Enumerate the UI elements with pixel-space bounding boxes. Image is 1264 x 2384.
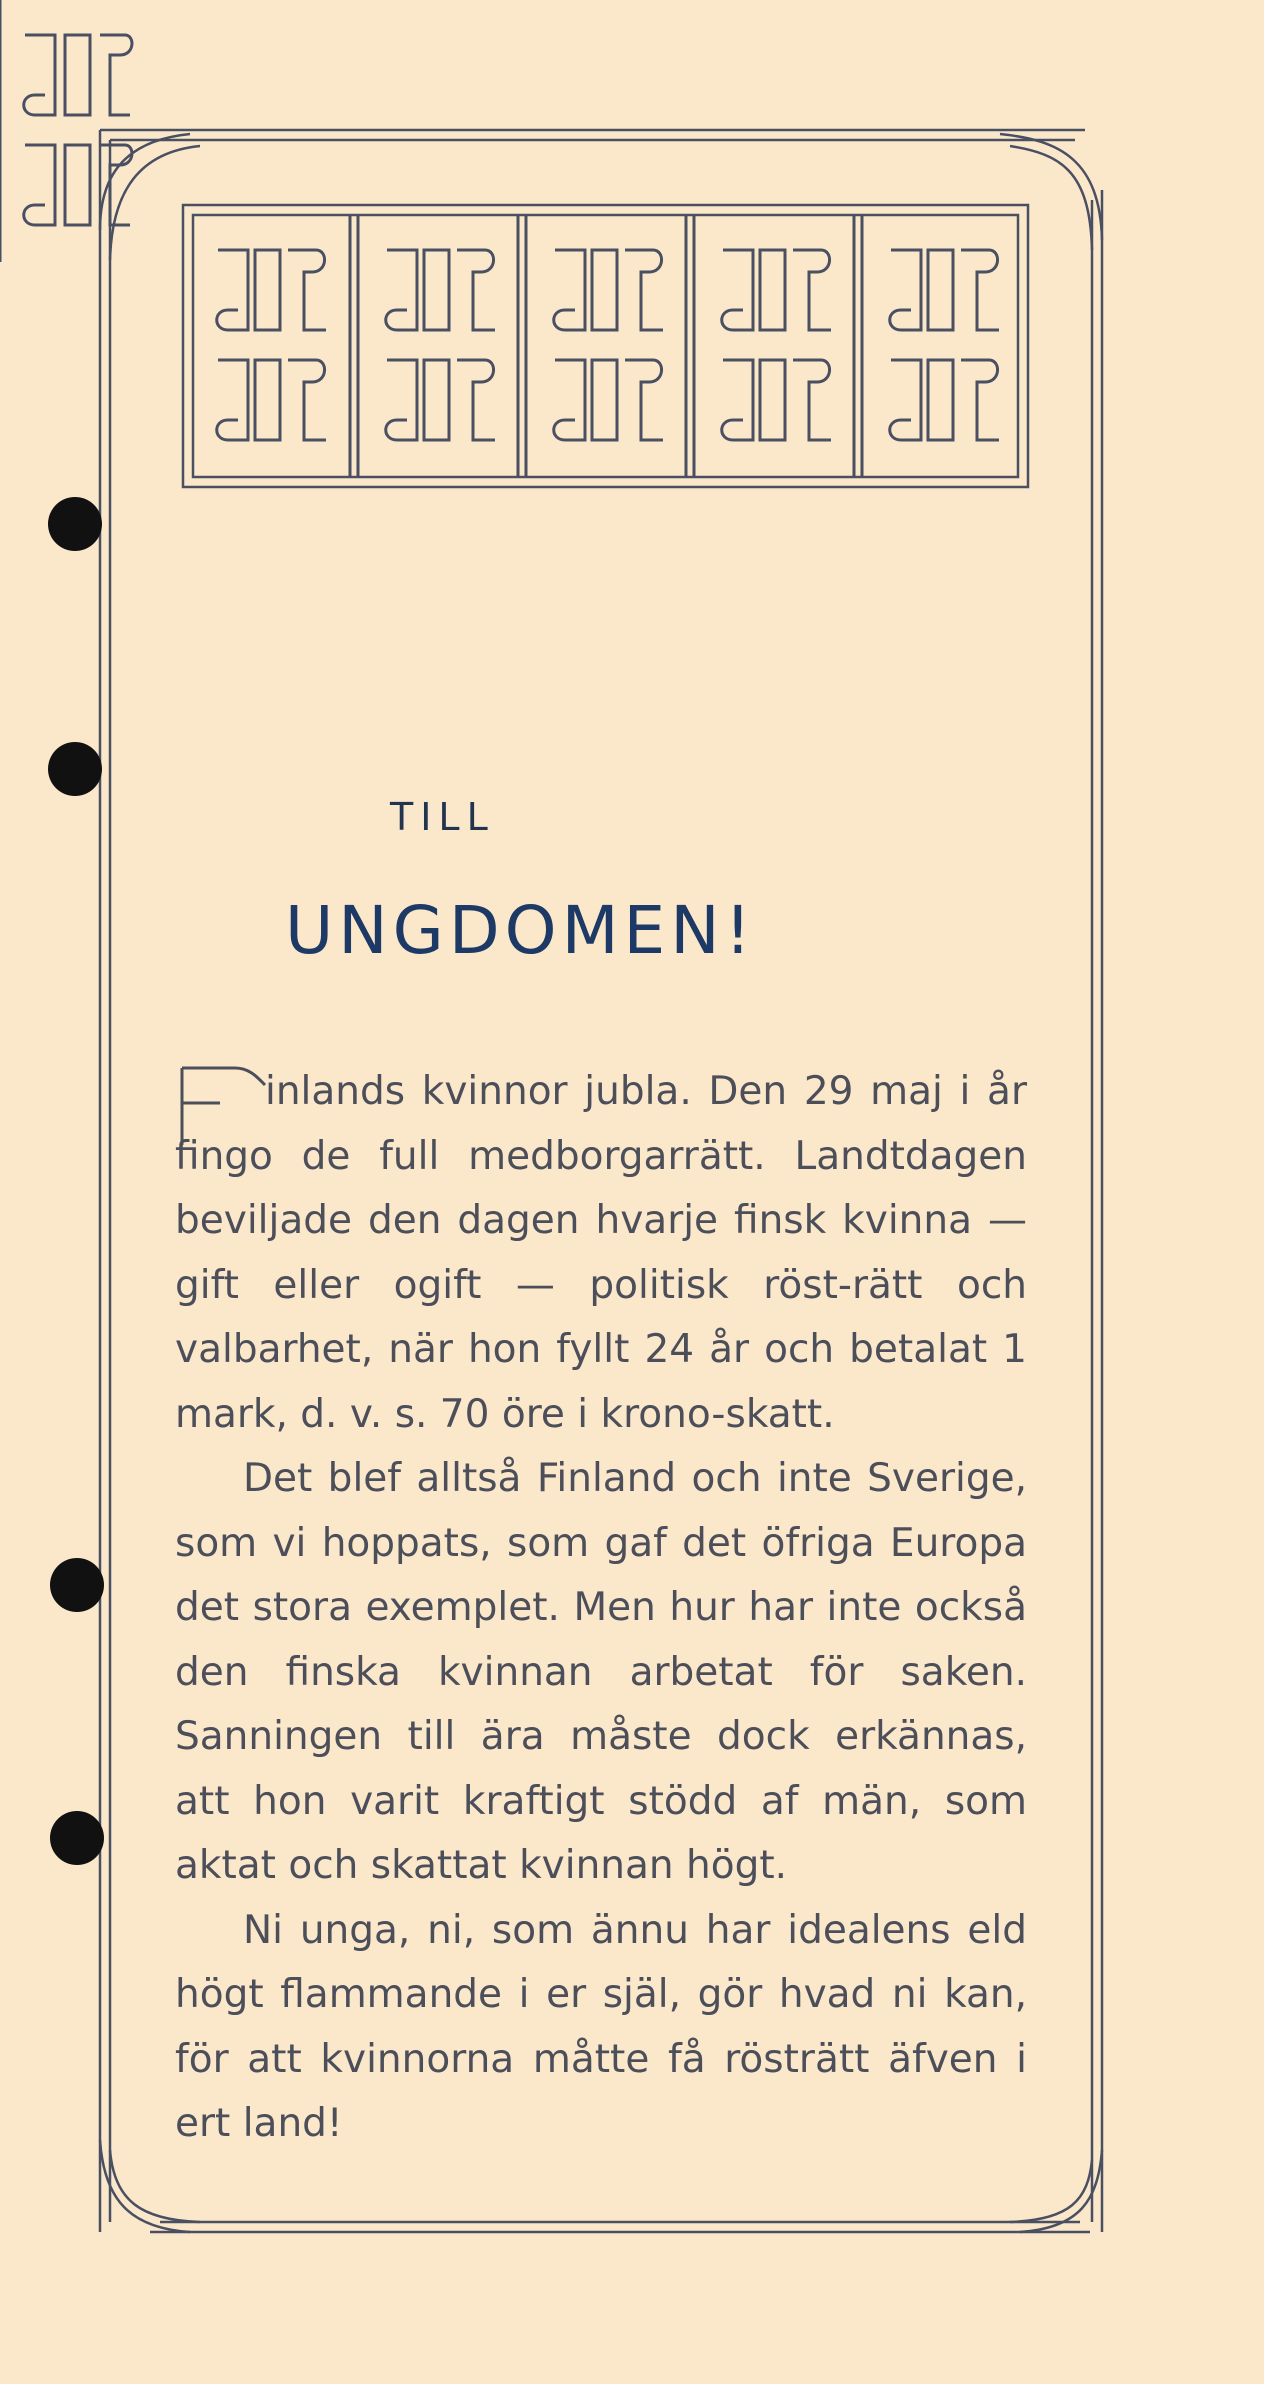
heading-large: UNGDOMEN! <box>285 892 757 969</box>
paragraph-1 <box>175 1060 1027 1447</box>
punch-hole <box>48 742 102 796</box>
punch-hole <box>50 1558 104 1612</box>
punch-hole <box>50 1811 104 1865</box>
body-text <box>175 1060 1027 2157</box>
heading-small: TILL <box>390 795 495 839</box>
punch-hole <box>48 497 102 551</box>
paragraph-2: Det blef alltså Finland och inte Sverige, som vi hoppats, som gaf det öfriga Europa det stora exemplet. Men hur har inte också den finska kvinnan arbetat för saken. Sanningen till ära måste dock erkännas, att hon varit kraftigt stödd af män, som aktat och skattat kvinnan högt. <box>175 1456 1027 1888</box>
paragraph-1-text: inlands kvinnor jubla. Den 29 maj i år fingo de full medborgarrätt. Landtdagen beviljade den dagen hvarje finsk kvinna — gift eller ogift — politisk röst-rätt och valbarhet, när hon fyllt 24 år och betalat 1 mark, d. v. s. 70 öre i krono-skatt. <box>175 1069 1027 1437</box>
paragraph-3: Ni unga, ni, som ännu har idealens eld högt flammande i er själ, gör hvad ni kan, för att kvinnorna måtte få rösträtt äfven i ert land! <box>175 1907 1027 2146</box>
